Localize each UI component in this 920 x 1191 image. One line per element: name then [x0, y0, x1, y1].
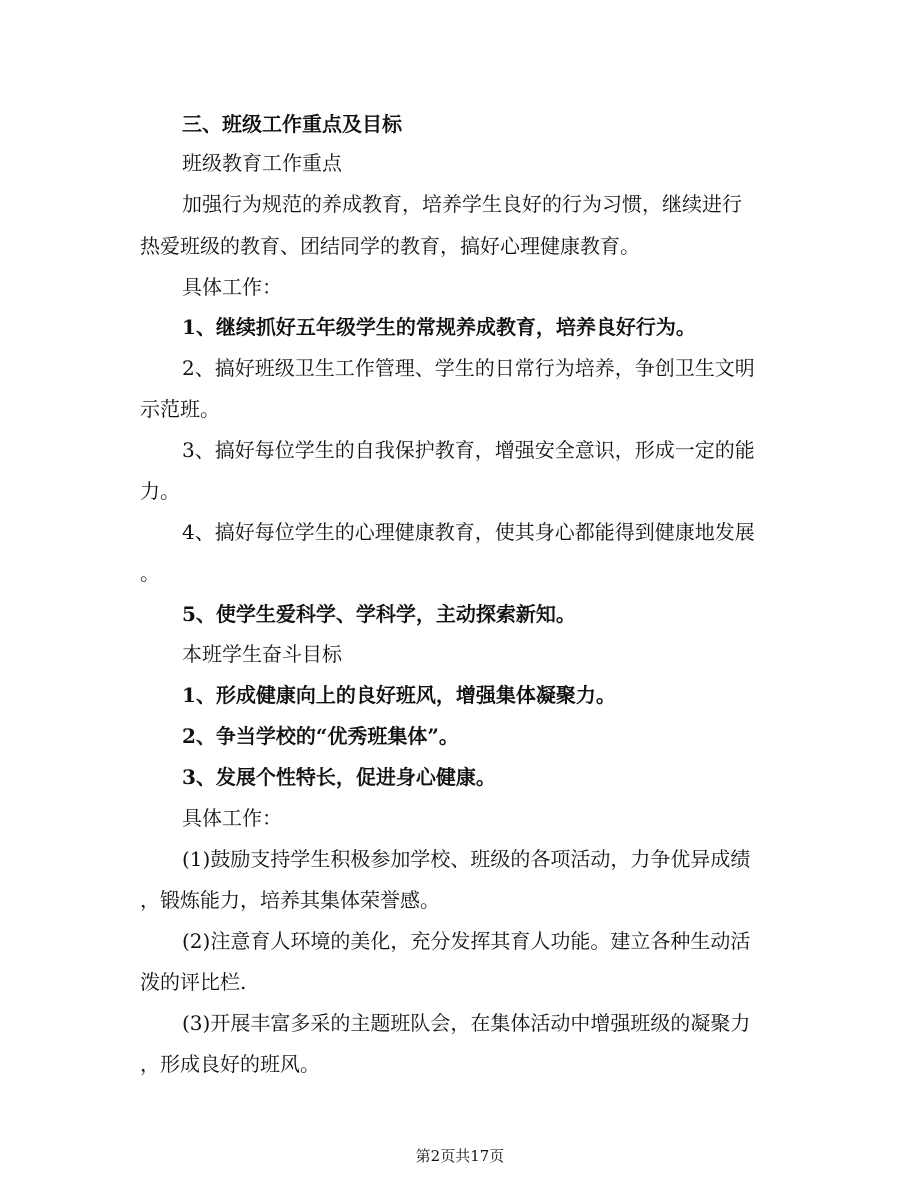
- intro-paragraph-line-1: 加强行为规范的养成教育，培养学生良好的行为习惯，继续进行: [182, 192, 742, 216]
- task-item-3-line-2: ，形成良好的班风。: [140, 1052, 320, 1076]
- specific-work-label-2: 具体工作：: [182, 806, 282, 830]
- work-item-3-line-2: 力。: [140, 479, 180, 503]
- work-item-2-line-2: 示范班。: [140, 397, 220, 421]
- task-item-2-line-1: (2)注意育人环境的美化，充分发挥其育人功能。建立各种生动活: [182, 929, 751, 953]
- task-item-1-line-2: ，锻炼能力，培养其集体荣誉感。: [140, 888, 440, 912]
- task-item-3-line-1: (3)开展丰富多采的主题班队会，在集体活动中增强班级的凝聚力: [182, 1011, 751, 1035]
- goal-item-3: 3、发展个性特长，促进身心健康。: [182, 765, 496, 789]
- task-item-1-line-1: (1)鼓励支持学生积极参加学校、班级的各项活动，力争优异成绩: [182, 847, 751, 871]
- work-item-1: 1、继续抓好五年级学生的常规养成教育，培养良好行为。: [182, 315, 696, 339]
- specific-work-label: 具体工作：: [182, 275, 282, 299]
- subheading-student-goals: 本班学生奋斗目标: [182, 642, 342, 666]
- work-item-4-line-2: 。: [140, 561, 160, 585]
- subheading-education-focus: 班级教育工作重点: [182, 151, 342, 175]
- work-item-5: 5、使学生爱科学、学科学，主动探索新知。: [182, 602, 576, 626]
- intro-paragraph-line-2: 热爱班级的教育、团结同学的教育，搞好心理健康教育。: [140, 234, 640, 258]
- goal-item-1: 1、形成健康向上的良好班风，增强集体凝聚力。: [182, 683, 616, 707]
- section-heading: 三、班级工作重点及目标: [182, 112, 402, 136]
- task-item-2-line-2: 泼的评比栏.: [140, 970, 247, 994]
- page-number-footer: 第2页共17页: [415, 1147, 505, 1165]
- work-item-4-line-1: 4、搞好每位学生的心理健康教育，使其身心都能得到健康地发展: [182, 520, 755, 544]
- work-item-3-line-1: 3、搞好每位学生的自我保护教育，增强安全意识，形成一定的能: [182, 438, 755, 462]
- goal-item-2: 2、争当学校的“优秀班集体”。: [182, 724, 459, 748]
- work-item-2-line-1: 2、搞好班级卫生工作管理、学生的日常行为培养，争创卫生文明: [182, 356, 755, 380]
